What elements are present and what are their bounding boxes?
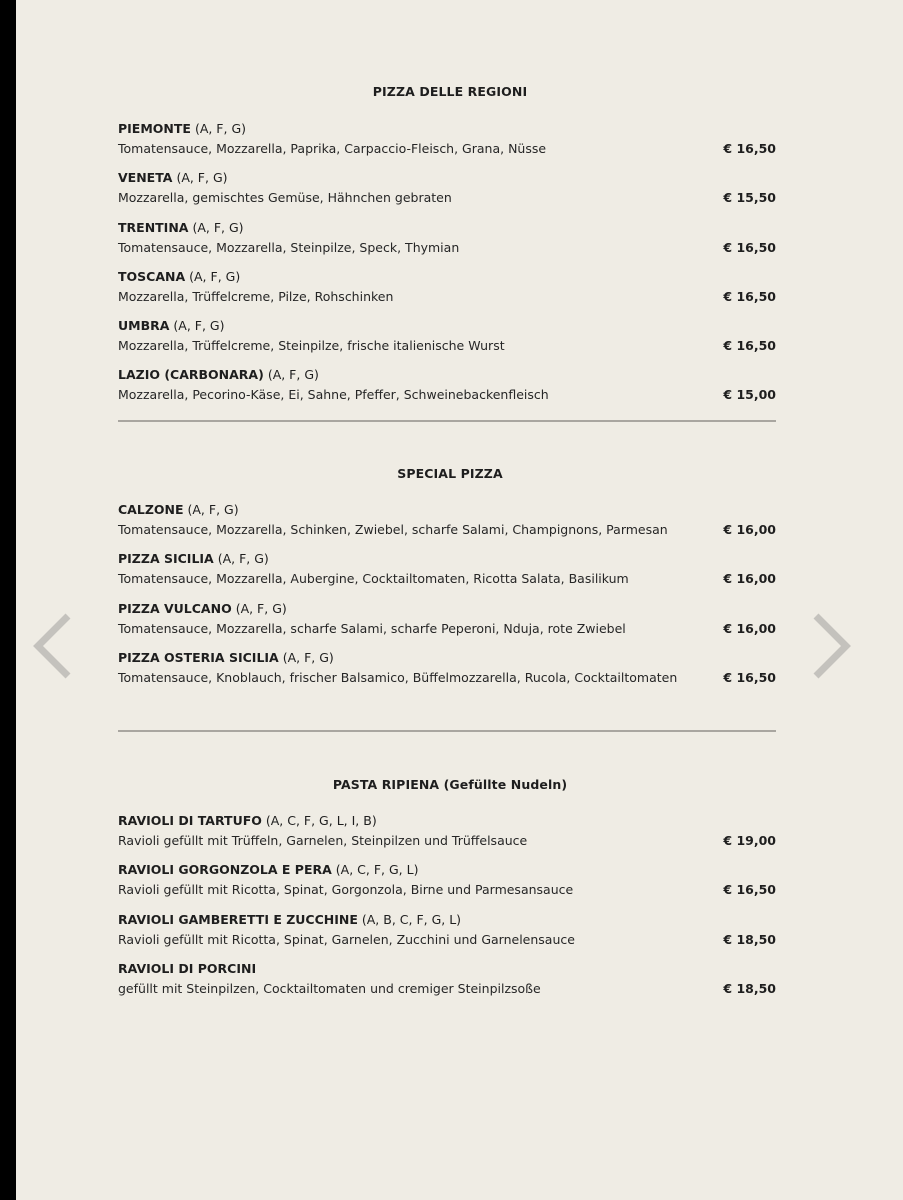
item-name-line (118, 502, 776, 522)
item-description: Mozzarella, Trüffelcreme, Pilze, Rohschinken (118, 288, 394, 304)
item-list (118, 121, 776, 417)
item-price: € 16,00 (723, 571, 776, 587)
menu-item (118, 862, 776, 911)
item-name-line (118, 220, 776, 240)
section-pasta-ripiena (118, 777, 776, 1010)
item-price: € 18,50 (723, 980, 776, 996)
item-description: Tomatensauce, Mozzarella, scharfe Salami, scharfe Peperoni, Nduja, rote Zwiebel (118, 620, 626, 636)
item-list (118, 502, 776, 699)
menu-page (16, 0, 903, 1200)
item-name-line (118, 813, 776, 833)
section-title: SPECIAL PIZZA (397, 466, 503, 481)
item-price: € 16,50 (723, 141, 776, 156)
item-price: € 15,00 (723, 387, 776, 403)
menu-item (118, 170, 776, 219)
chevron-left-icon (22, 610, 78, 682)
item-name: LAZIO (CARBONARA) (118, 367, 264, 383)
chevron-right-icon (806, 610, 862, 682)
item-description: Tomatensauce, Mozzarella, Aubergine, Cocktailtomaten, Ricotta Salata, Basilikum (118, 571, 629, 587)
item-name-line (118, 961, 776, 981)
item-name-line (118, 862, 776, 882)
item-description: Mozzarella, gemischtes Gemüse, Hähnchen gebraten (118, 190, 452, 206)
menu-item (118, 220, 776, 269)
item-price: € 16,00 (723, 620, 776, 636)
item-name-line (118, 650, 776, 670)
section-divider (118, 730, 776, 732)
item-price: € 16,00 (723, 522, 776, 537)
item-description: gefüllt mit Steinpilzen, Cocktailtomaten und cremiger Steinpilzsoße (118, 980, 541, 996)
item-allergens: (A, F, G) (176, 170, 228, 186)
item-allergens: (A, B, C, F, G, L) (361, 911, 462, 927)
item-name: PIZZA OSTERIA SICILIA (118, 649, 279, 665)
item-description: Tomatensauce, Mozzarella, Steinpilze, Speck, Thymian (118, 239, 460, 255)
menu-item (118, 318, 776, 367)
item-name-line (118, 121, 776, 141)
item-name: CALZONE (118, 502, 184, 517)
item-price: € 16,50 (723, 882, 776, 898)
item-description: Ravioli gefüllt mit Ricotta, Spinat, Gorgonzola, Birne und Parmesansauce (118, 882, 574, 898)
item-name-line (118, 912, 776, 932)
item-price: € 18,50 (723, 931, 776, 947)
item-allergens: (A, F, G) (173, 318, 225, 334)
menu-item (118, 551, 776, 600)
item-name: RAVIOLI GAMBERETTI E ZUCCHINE (118, 911, 358, 927)
item-name-line (118, 318, 776, 338)
next-page-button[interactable] (806, 610, 862, 682)
item-allergens: (A, F, G) (187, 502, 239, 517)
item-price: € 16,50 (723, 338, 776, 354)
item-name: PIZZA VULCANO (118, 600, 232, 616)
item-name-line (118, 367, 776, 387)
item-description: Ravioli gefüllt mit Trüffeln, Garnelen, Steinpilzen und Trüffelsauce (118, 833, 528, 848)
item-price: € 16,50 (723, 239, 776, 255)
previous-page-button[interactable] (22, 610, 78, 682)
item-name: RAVIOLI DI PORCINI (118, 960, 257, 976)
item-allergens: (A, F, G) (189, 268, 241, 284)
item-name: PIZZA SICILIA (118, 551, 214, 567)
item-allergens: (A, F, G) (282, 649, 334, 665)
item-name-line (118, 170, 776, 190)
item-allergens: (A, C, F, G, L, I, B) (265, 813, 377, 828)
section-special-pizza (118, 466, 776, 699)
menu-item (118, 121, 776, 170)
item-price: € 16,50 (723, 669, 776, 685)
section-title: PASTA RIPIENA (Gefüllte Nudeln) (332, 777, 568, 792)
item-name: TOSCANA (118, 268, 186, 284)
item-price: € 19,00 (723, 833, 776, 848)
section-title: PIZZA DELLE REGIONI (372, 84, 528, 99)
section-divider (118, 420, 776, 422)
item-description: Mozzarella, Pecorino-Käse, Ei, Sahne, Pfeffer, Schweinebackenfleisch (118, 387, 549, 403)
item-description: Tomatensauce, Knoblauch, frischer Balsamico, Büffelmozzarella, Rucola, Cocktailtomaten (118, 669, 678, 685)
item-list (118, 813, 776, 1010)
menu-item (118, 367, 776, 416)
item-price: € 16,50 (723, 288, 776, 304)
item-price: € 15,50 (723, 190, 776, 206)
item-name-line (118, 269, 776, 289)
item-allergens: (A, F, G) (194, 121, 247, 136)
item-name-line (118, 601, 776, 621)
menu-item (118, 813, 776, 862)
item-description: Mozzarella, Trüffelcreme, Steinpilze, frische italienische Wurst (118, 338, 505, 354)
item-name: UMBRA (118, 318, 170, 334)
item-name: PIEMONTE (118, 121, 191, 136)
item-allergens: (A, C, F, G, L) (335, 862, 419, 878)
item-name: RAVIOLI DI TARTUFO (118, 813, 262, 828)
menu-item (118, 601, 776, 650)
item-allergens: (A, F, G) (235, 600, 287, 616)
item-allergens: (A, F, G) (192, 219, 244, 235)
menu-item (118, 912, 776, 961)
item-allergens: (A, F, G) (217, 551, 269, 567)
menu-item (118, 502, 776, 551)
item-name: VENETA (118, 170, 173, 186)
item-allergens: (A, F, G) (267, 367, 319, 383)
menu-item (118, 269, 776, 318)
item-description: Tomatensauce, Mozzarella, Schinken, Zwiebel, scharfe Salami, Champignons, Parmesan (118, 522, 668, 537)
menu-item (118, 961, 776, 1010)
section-pizza-delle-regioni (118, 84, 776, 417)
item-description: Ravioli gefüllt mit Ricotta, Spinat, Garnelen, Zucchini und Garnelensauce (118, 931, 575, 947)
item-name: RAVIOLI GORGONZOLA E PERA (118, 862, 332, 878)
item-name-line (118, 551, 776, 571)
item-name: TRENTINA (118, 219, 189, 235)
menu-item (118, 650, 776, 699)
item-description: Tomatensauce, Mozzarella, Paprika, Carpaccio-Fleisch, Grana, Nüsse (118, 141, 547, 156)
